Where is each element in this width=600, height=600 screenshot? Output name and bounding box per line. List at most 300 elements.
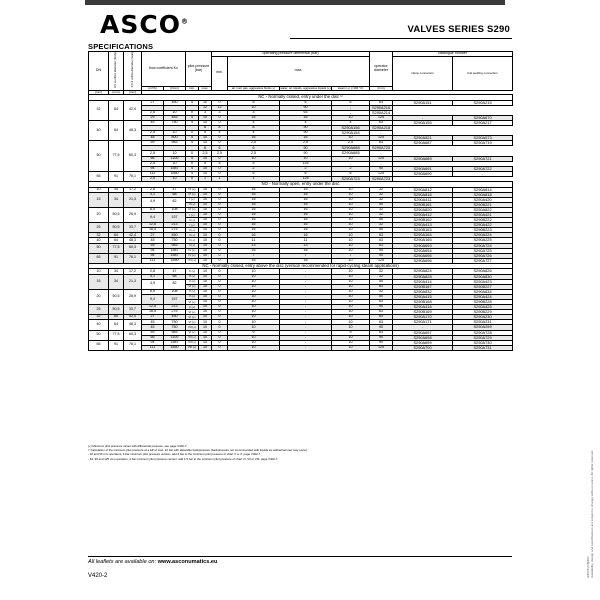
cell-op-min: 0	[212, 315, 228, 320]
cell-pilot-max: 10	[199, 171, 212, 176]
th-unit-orifice2: (mm)	[124, 90, 142, 94]
cell-orifice-body: 64	[109, 238, 124, 243]
cell-op-water: 7	[280, 253, 332, 258]
th-unit-m3h: (m³/h)	[142, 86, 164, 90]
th-unit-orifice1: (mm)	[109, 90, 124, 94]
cell-orifice-seat: 26,9	[124, 289, 142, 304]
cell-clamp-catalogue: -	[332, 105, 370, 110]
cell-pilot-min: VI (+)	[186, 299, 199, 304]
cell-pilot-max: 10	[199, 115, 212, 120]
cell-op-water: -	[280, 315, 332, 320]
footer-rule	[88, 556, 512, 557]
cell-pilot-max: 10	[199, 187, 212, 192]
cell-kv-lmin: 157	[164, 212, 186, 222]
cell-clamp-catalogue: S290A687	[393, 141, 453, 146]
cell-operator-diameter: 50	[370, 279, 393, 284]
cell-pilot-min: 2,5	[142, 176, 164, 181]
cell-op-min: 0	[212, 269, 228, 274]
cell-op-min: 0	[212, 284, 228, 289]
cell-op-air: 10	[228, 310, 280, 315]
cell-butt-catalogue: S290A728	[453, 330, 513, 335]
cell-butt-catalogue: S290A224	[453, 233, 513, 238]
cell-pilot-min: I (+)	[186, 197, 199, 202]
cell-op-min: 0	[212, 299, 228, 304]
cell-clamp-catalogue: S290A693	[393, 243, 453, 248]
cell-clamp-catalogue: S290A521	[393, 136, 453, 141]
cell-op-min: 0	[212, 310, 228, 315]
cell-operator-diameter: 63	[280, 110, 332, 115]
footnotes	[88, 444, 488, 461]
cell-op-steam: 10	[332, 218, 370, 223]
specifications-table	[88, 51, 513, 351]
cell-kv-m3h: 45	[142, 238, 164, 243]
cell-orifice-seat: 33,7	[124, 223, 142, 233]
cell-dn: 40	[89, 120, 109, 140]
cell-dn: 15	[89, 192, 109, 207]
cell-kv-m3h: 45	[142, 325, 164, 330]
cell-op-min: 0	[212, 218, 228, 223]
cell-op-min: 0	[186, 161, 199, 166]
cell-pilot-min: 4	[186, 141, 199, 146]
cell-op-air: 1	[199, 176, 212, 181]
cell-butt-catalogue: S290B221	[453, 202, 513, 207]
cell-clamp-catalogue: S290A828	[393, 274, 453, 279]
cell-kv-lmin: 750	[164, 320, 186, 325]
cell-op-water: -	[280, 305, 332, 310]
cell-pilot-max: 10	[199, 284, 212, 289]
cell-op-steam: 10	[332, 243, 370, 248]
cell-op-water: 6	[280, 100, 332, 105]
cell-butt-catalogue: S290A217	[453, 120, 513, 125]
cell-op-air: 16	[228, 223, 280, 228]
cell-pilot-min: VII (+)	[186, 325, 199, 330]
cell-op-steam: 10	[332, 136, 370, 141]
cell-pilot-max: 10	[199, 202, 212, 207]
cell-operator-diameter: 50	[370, 218, 393, 223]
cell-butt-catalogue: S290A720	[370, 146, 393, 151]
cell-op-steam: 10	[332, 299, 370, 304]
cell-kv-m3h: 29	[142, 115, 164, 120]
cell-pilot-min: VIII (+)	[186, 345, 199, 350]
cell-op-steam: 10	[332, 269, 370, 274]
cell-kv-m3h: 9,4	[142, 212, 164, 222]
cell-op-steam: 10	[332, 325, 370, 330]
cell-operator-diameter: 125	[280, 161, 332, 166]
cell-op-air: 10	[228, 279, 280, 284]
cell-pilot-min: 2,5	[142, 161, 164, 166]
cell-pilot-min: VI (+)	[186, 310, 199, 315]
cell-kv-m3h: 4,1	[142, 274, 164, 279]
cell-pilot-max: 10	[199, 269, 212, 274]
cell-op-water: 16	[280, 115, 332, 120]
cell-clamp-catalogue: S290A723	[332, 176, 370, 181]
cell-pilot-min: 4	[186, 171, 199, 176]
cell-op-steam: 3	[228, 110, 280, 115]
cell-op-steam: 10	[332, 274, 370, 279]
cell-op-steam: 10	[332, 238, 370, 243]
cell-orifice-seat: 42,4	[124, 233, 142, 238]
cell-clamp-catalogue: S290A170	[393, 315, 453, 320]
footnote-2: - 32 and 50 mm operators, 4 bar minimum pilot pressure version: add 2 bar to the minimum pilot pressure of chart V or X, page V402-7 ;	[88, 452, 262, 457]
cell-op-water: -	[280, 284, 332, 289]
cell-clamp-catalogue: S290A690	[393, 171, 453, 176]
top-rule	[85, 0, 505, 5]
cell-op-steam: 5	[228, 161, 280, 166]
cell-operator-diameter: 32	[370, 192, 393, 197]
cell-operator-diameter: 125	[370, 171, 393, 176]
cell-op-steam: 10	[332, 289, 370, 294]
table-header	[89, 52, 513, 95]
cell-pilot-min: IX (+)	[186, 192, 199, 197]
cell-op-min: 0	[212, 115, 228, 120]
cell-operator-diameter: 90	[370, 166, 393, 171]
cell-op-steam: 10	[332, 187, 370, 192]
cell-op-air: 10	[228, 345, 280, 350]
cell-dn: 40	[89, 320, 109, 330]
cell-op-min: 0	[212, 120, 228, 125]
cell-butt-catalogue: -	[370, 131, 393, 136]
cell-operator-diameter: 63	[370, 238, 393, 243]
cell-op-min: 0	[212, 187, 228, 192]
th-operating-pressure: operating pressure differential (bar)	[212, 52, 370, 57]
cell-op-min: 0	[212, 228, 228, 233]
cell-operator-diameter: 32	[370, 212, 393, 217]
cell-kv-lmin: 800	[164, 136, 186, 141]
cell-orifice-seat: 48,3	[124, 320, 142, 330]
cell-op-air: 4	[199, 131, 212, 136]
cell-op-steam: 2,5	[332, 141, 370, 146]
cell-kv-lmin: 47	[164, 269, 186, 274]
cell-op-water: -	[280, 299, 332, 304]
cell-op-steam: 10	[332, 192, 370, 197]
cell-clamp-catalogue: -	[393, 115, 453, 120]
cell-pilot-min: 4	[186, 115, 199, 120]
cell-kv-lmin: 450	[164, 100, 186, 105]
cell-kv-lmin: 47	[164, 187, 186, 192]
cell-orifice-seat: 60,3	[124, 141, 142, 172]
cell-butt-catalogue: S290B222	[453, 218, 513, 223]
cell-butt-catalogue: S290A259	[453, 325, 513, 330]
cell-op-air: 6	[199, 146, 212, 151]
cell-op-water: 5	[212, 161, 228, 166]
cell-pilot-max: 10	[199, 253, 212, 258]
cell-clamp-catalogue: S290A824	[393, 269, 453, 274]
cell-op-steam: 10	[228, 105, 280, 110]
cell-dn: 65	[89, 253, 109, 263]
cell-butt-catalogue: S290A719	[453, 141, 513, 146]
cell-dn: 50	[89, 141, 109, 172]
cell-butt-catalogue: S290A726	[453, 253, 513, 258]
cell-pilot-max: 10	[164, 110, 186, 115]
cell-orifice-body: 34	[109, 192, 124, 207]
cell-dn: 15	[89, 274, 109, 289]
cell-clamp-catalogue: S290A694	[393, 248, 453, 253]
cell-op-min: 0	[212, 335, 228, 340]
cell-pilot-min: 4	[186, 136, 199, 141]
cell-kv-lmin: 1100	[164, 156, 186, 161]
cell-pilot-max: 10	[199, 223, 212, 228]
cell-butt-catalogue: -	[453, 171, 513, 176]
cell-clamp-catalogue: S290A155	[393, 120, 453, 125]
cell-op-air: 16	[228, 197, 280, 202]
cell-operator-diameter: 63	[370, 120, 393, 125]
cell-kv-lmin: 1100	[164, 335, 186, 340]
cell-butt-catalogue: S290B227	[453, 284, 513, 289]
cell-kv-lmin: 483	[164, 115, 186, 120]
cell-kv-lmin: 983	[164, 141, 186, 146]
cell-orifice-seat: 42,4	[124, 100, 142, 120]
cell-pilot-max: 10	[199, 166, 212, 171]
leaflet-line	[88, 559, 217, 565]
brand-name: ASCO	[100, 10, 181, 39]
cell-pilot-max: 10	[199, 335, 212, 340]
cell-kv-lmin: 1587	[164, 166, 186, 171]
cell-orifice-body: 91	[109, 171, 124, 181]
cell-kv-m3h: 6,5	[142, 207, 164, 212]
cell-pilot-max: 10	[199, 274, 212, 279]
cell-op-air: 16	[228, 228, 280, 233]
cell-butt-catalogue: S290A830	[453, 274, 513, 279]
cell-op-min: 0	[212, 248, 228, 253]
cell-op-air: 10	[228, 284, 280, 289]
cell-op-water: 2,5	[280, 141, 332, 146]
cell-op-steam: 4	[228, 131, 280, 136]
th-unit-operator: (mm)	[370, 86, 393, 90]
cell-kv-m3h: 27	[142, 233, 164, 238]
cell-dn: 10	[89, 187, 109, 192]
cell-op-water: 16	[280, 212, 332, 217]
cell-op-air: 16	[228, 115, 280, 120]
cell-operator-diameter: 125	[370, 136, 393, 141]
cell-op-min: 0	[212, 141, 228, 146]
th-pilot-pressure: pilot pressure (bar)	[186, 52, 212, 87]
cell-kv-m3h: 66	[142, 156, 164, 161]
cell-orifice-body: 50,5	[109, 207, 124, 222]
cell-clamp-catalogue: S290A171	[393, 320, 453, 325]
cell-clamp-catalogue: S290A698	[393, 335, 453, 340]
cell-orifice-seat: 60,3	[124, 243, 142, 253]
cell-operator-diameter: 125	[370, 156, 393, 161]
cell-kv-lmin: 68	[164, 274, 186, 279]
cell-clamp-catalogue: -	[332, 110, 370, 115]
cell-pilot-max: 10	[199, 192, 212, 197]
cell-pilot-max: 10	[164, 151, 186, 156]
cell-op-steam: 6	[228, 146, 280, 151]
cell-op-min: 0	[186, 131, 199, 136]
cell-op-air: 10	[228, 325, 280, 330]
cell-op-min: 0	[186, 151, 199, 156]
cell-operator-diameter: 50	[370, 305, 393, 310]
cell-kv-m3h: 4,9	[142, 279, 164, 289]
cell-kv-m3h: 12,8	[142, 305, 164, 310]
cell-kv-m3h: 94	[142, 253, 164, 258]
cell-kv-lmin: 157	[164, 294, 186, 304]
cell-clamp-catalogue: S290B169	[393, 310, 453, 315]
cell-kv-m3h: 9,4	[142, 294, 164, 304]
cell-butt-catalogue: -	[370, 161, 393, 166]
cell-butt-catalogue: S290A215	[453, 100, 513, 105]
leaflet-url[interactable]: www.asconumatics.eu	[157, 559, 218, 565]
cell-operator-diameter: 32	[370, 223, 393, 228]
cell-op-steam: 10	[332, 115, 370, 120]
cell-butt-catalogue: S290A822	[453, 207, 513, 212]
cell-kv-lmin: 1587	[164, 340, 186, 345]
cell-orifice-seat: 42,4	[124, 315, 142, 320]
cell-pilot-max: 10	[199, 330, 212, 335]
cell-clamp-catalogue: S290A413	[393, 223, 453, 228]
cell-kv-m3h: 94	[142, 166, 164, 171]
cell-op-air: 3	[199, 110, 212, 115]
cell-pilot-max: 10	[199, 233, 212, 238]
cell-op-min: 0	[212, 171, 228, 176]
cell-kv-lmin: 213	[164, 223, 186, 228]
cell-kv-lmin: 750	[164, 120, 186, 125]
th-clamp-connection: clamp connection	[393, 56, 453, 90]
cell-orifice-seat: 21,3	[124, 192, 142, 207]
cell-pilot-min: I (+)	[186, 223, 199, 228]
cell-pilot-max: 10	[199, 325, 212, 330]
cell-kv-lmin: 108	[164, 289, 186, 294]
cell-operator-diameter: 125	[370, 258, 393, 263]
cell-kv-m3h: 45	[142, 120, 164, 125]
cell-pilot-min: 2,5	[142, 110, 164, 115]
th-air-inert: air, inert gas, aggressive fluids (+)	[228, 86, 280, 90]
cell-op-min: 0	[212, 100, 228, 105]
cell-kv-lmin: 983	[164, 243, 186, 248]
cell-clamp-catalogue: S290A697	[393, 330, 453, 335]
cell-orifice-seat: 17,2	[124, 187, 142, 192]
cell-op-air: 16	[228, 218, 280, 223]
th-catalogue-number: catalogue number	[393, 52, 513, 57]
cell-kv-m3h: 111	[142, 258, 164, 263]
cell-op-air: 2,5	[199, 151, 212, 156]
cell-operator-diameter: 125	[370, 345, 393, 350]
cell-op-min: 0	[212, 258, 228, 263]
cell-pilot-max: 10	[199, 294, 212, 299]
cell-orifice-body: 64	[109, 100, 124, 120]
cell-operator-diameter: 63	[370, 284, 393, 289]
cell-op-water: 16	[280, 187, 332, 192]
cell-kv-m3h: 2,8	[142, 187, 164, 192]
cell-butt-catalogue: S290A818	[453, 192, 513, 197]
cell-dn: 32	[89, 233, 109, 238]
cell-orifice-body: 77,5	[109, 243, 124, 253]
th-unit-lmin: (l/min)	[164, 86, 186, 90]
cell-op-steam: 10	[332, 228, 370, 233]
cell-operator-diameter: 90	[280, 151, 332, 156]
cell-op-air: 16	[228, 192, 280, 197]
cell-op-steam: 10	[332, 305, 370, 310]
cell-butt-catalogue: S290A724	[453, 243, 513, 248]
cell-op-air: 2,5	[228, 141, 280, 146]
cell-pilot-min: IX (+)	[186, 207, 199, 212]
cell-clamp-catalogue: -	[332, 161, 370, 166]
cell-op-water: -	[280, 269, 332, 274]
cell-pilot-min: 2,5	[142, 131, 164, 136]
cell-orifice-body: 34	[109, 274, 124, 289]
cell-op-min: 0	[212, 212, 228, 217]
section-header-0: NC - Normally closed, entry under the disc ¹⁾	[89, 95, 513, 101]
cell-pilot-max: 10	[164, 176, 186, 181]
cell-pilot-max: 10	[199, 156, 212, 161]
cell-pilot-max: 10	[199, 340, 212, 345]
cell-op-water: 16	[280, 136, 332, 141]
cell-pilot-min: IV (+)	[186, 248, 199, 253]
cell-butt-catalogue: S290A425	[453, 305, 513, 310]
cell-butt-catalogue: S290A729	[453, 335, 513, 340]
cell-pilot-min: II (+)	[186, 202, 199, 207]
th-min: min.	[212, 56, 228, 90]
th-flow-coefficient: flow coefficient Kv	[142, 52, 186, 87]
cell-op-steam: 10	[332, 315, 370, 320]
section-header-2: NC - Normally closed, entry above the disc (version recommended for rapid-cycling steam applications)	[89, 263, 513, 269]
cell-op-water: 16	[280, 207, 332, 212]
th-unit-pmax: max.	[199, 86, 212, 90]
cell-pilot-min: II (+)	[186, 233, 199, 238]
cell-op-water: -	[280, 294, 332, 299]
cell-butt-catalogue: S290A834	[453, 289, 513, 294]
cell-clamp-catalogue: S290A689	[393, 156, 453, 161]
cell-pilot-max: 10	[199, 299, 212, 304]
cell-operator-diameter: 90	[370, 325, 393, 330]
cell-op-water: 16	[280, 228, 332, 233]
cell-op-min: 0	[212, 345, 228, 350]
cell-orifice-body: 64	[109, 315, 124, 320]
cell-op-min: 0	[212, 238, 228, 243]
cell-op-steam: 6	[332, 100, 370, 105]
th-steam: steam (+) (<184 °C)	[332, 86, 370, 90]
cell-pilot-max: 10	[199, 218, 212, 223]
cell-operator-diameter: 90	[370, 248, 393, 253]
cell-op-min: 0	[186, 176, 199, 181]
cell-kv-m3h: 27	[142, 100, 164, 105]
specifications-heading: SPECIFICATIONS	[88, 42, 154, 51]
cell-orifice-body: 77,5	[109, 330, 124, 340]
cell-op-min: 0	[212, 166, 228, 171]
cell-pilot-max: 10	[199, 345, 212, 350]
cell-op-steam: 10	[332, 202, 370, 207]
cell-kv-m3h: 27	[142, 315, 164, 320]
cell-butt-catalogue: S290A423	[453, 279, 513, 284]
cell-dn: 25	[89, 223, 109, 233]
cell-op-steam: 10	[332, 345, 370, 350]
cell-kv-lmin: 750	[164, 238, 186, 243]
cell-op-steam: 10	[332, 335, 370, 340]
th-dn: DN	[89, 52, 109, 91]
cell-op-water: -	[280, 320, 332, 325]
cell-op-min: 0	[212, 279, 228, 284]
cell-op-water: 6	[212, 146, 228, 151]
cell-orifice-body: 91	[109, 253, 124, 263]
cell-butt-catalogue: S290A730	[453, 340, 513, 345]
cell-op-air: 6	[228, 100, 280, 105]
cell-pilot-max: 10	[199, 141, 212, 146]
cell-clamp-catalogue: S290A832	[393, 289, 453, 294]
cell-operator-diameter: 50	[370, 294, 393, 299]
cell-pilot-min: IV (+)	[186, 253, 199, 258]
cell-op-min: 0	[186, 110, 199, 115]
cell-pilot-max: 10	[199, 243, 212, 248]
cell-operator-diameter: 90	[280, 125, 332, 130]
cell-op-min: 0	[212, 243, 228, 248]
cell-pilot-min: II (+)	[186, 243, 199, 248]
cell-operator-diameter: 90	[370, 340, 393, 345]
cell-pilot-max: 10	[199, 315, 212, 320]
cell-pilot-min: II (+)	[186, 218, 199, 223]
cell-op-steam: 10	[332, 310, 370, 315]
cell-op-steam: 1	[228, 176, 280, 181]
cell-kv-lmin: 750	[164, 325, 186, 330]
